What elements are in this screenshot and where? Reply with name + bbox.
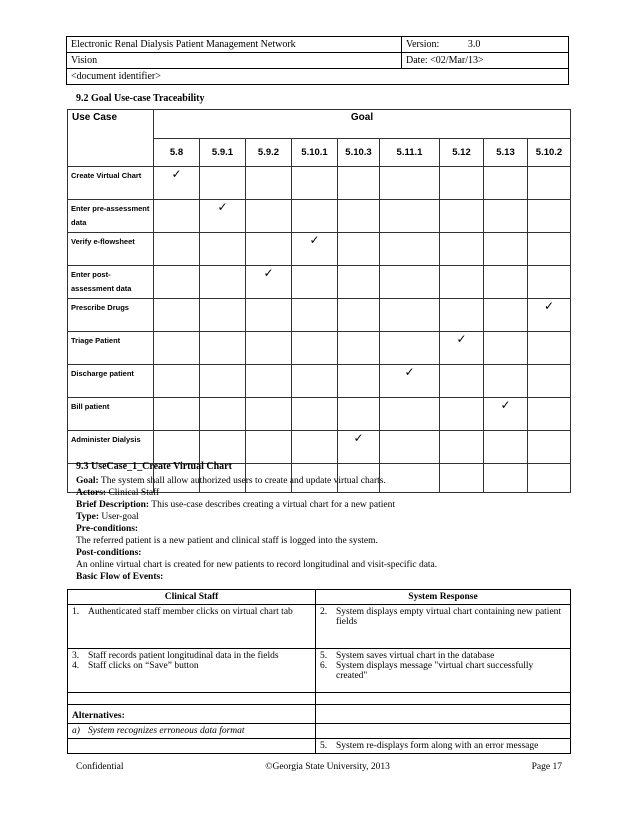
goal-cell [440, 332, 484, 365]
checkmark-icon: ✓ [500, 398, 511, 412]
alt-a-right [316, 724, 571, 739]
goal-cell [154, 266, 200, 299]
step-6: System displays message "virtual chart successfully created" [336, 661, 534, 681]
table-row [68, 299, 571, 332]
goal-line [76, 475, 566, 487]
goal-cell [484, 233, 528, 266]
goal-number: 5.9.2 [246, 139, 292, 167]
goal-number: 5.11.1 [380, 139, 440, 167]
brief-text: This use-case describes creating a virtual chart for a new patient [151, 500, 396, 510]
post-conditions-text: An online virtual chart is created for new patients to record longitudinal and visit-specific data. [76, 560, 438, 570]
goal-cell [484, 266, 528, 299]
goal-cell [154, 299, 200, 332]
goal-cell [338, 332, 380, 365]
checkmark-icon: ✓ [217, 200, 228, 214]
goal-number: 5.10.3 [338, 139, 380, 167]
goal-cell [338, 266, 380, 299]
use-case-name: Bill patient [68, 398, 154, 431]
goal-cell [440, 398, 484, 431]
table-row [68, 365, 571, 398]
checkmark-icon: ✓ [171, 167, 182, 181]
footer-copyright: ©Georgia State University, 2013 [265, 762, 390, 772]
goal-label: Goal: [76, 476, 99, 486]
goal-cell [292, 167, 338, 200]
doc-date: Date: <02/Mar/13> [402, 53, 569, 69]
goal-cell [246, 299, 292, 332]
goal-cell [484, 332, 528, 365]
flow-of-events-table [67, 589, 571, 754]
goal-cell [380, 200, 440, 233]
goal-cell [200, 233, 246, 266]
goal-number: 5.8 [154, 139, 200, 167]
goal-cell [246, 167, 292, 200]
goal-cell [338, 398, 380, 431]
goal-cell [246, 365, 292, 398]
table-row [68, 398, 571, 431]
goal-cell [380, 167, 440, 200]
alt-5-cell: 5. System re-displays form along with an error message [316, 739, 571, 754]
use-case-name: Create Virtual Chart [68, 167, 154, 200]
goal-cell [338, 200, 380, 233]
use-case-name: Enter post-assessment data [68, 266, 154, 299]
version-cell [402, 37, 569, 53]
goal-number: 5.12 [440, 139, 484, 167]
goal-cell [246, 332, 292, 365]
use-case-name: Discharge patient [68, 365, 154, 398]
goal-cell [380, 332, 440, 365]
flow-row-2-right: 5. System saves virtual chart in the database 6. System displays message "virtual chart successfully created" [316, 649, 571, 693]
goal-cell [200, 266, 246, 299]
goal-cell [338, 233, 380, 266]
goal-cell [200, 200, 246, 233]
goal-cell [528, 431, 571, 464]
goal-cell [484, 365, 528, 398]
goal-cell [154, 233, 200, 266]
actors-line [76, 487, 566, 499]
goal-column-header: Goal [154, 110, 571, 139]
step-3: Staff records patient longitudinal data in the fields [88, 651, 279, 661]
alternatives-label: Alternatives: [68, 705, 316, 724]
use-case-description [76, 475, 566, 583]
goal-cell [154, 431, 200, 464]
goal-cell [528, 167, 571, 200]
goal-cell [528, 398, 571, 431]
table-row [68, 266, 571, 299]
brief-line [76, 499, 566, 511]
flow-empty-left [68, 693, 316, 705]
brief-label: Brief Description: [76, 500, 150, 510]
step-4: Staff clicks on “Save” button [88, 661, 199, 671]
section-heading-9-3: 9.3 UseCase_1_Create Virtual Chart [76, 461, 232, 472]
alt-a: System recognizes erroneous data format [88, 726, 245, 736]
actors-label: Actors: [76, 488, 107, 498]
goal-cell [528, 200, 571, 233]
table-row [68, 431, 571, 464]
system-response-header: System Response [316, 590, 571, 605]
goal-cell [528, 299, 571, 332]
goal-cell [338, 431, 380, 464]
goal-cell [246, 200, 292, 233]
post-conditions-label: Post-conditions: [76, 548, 142, 558]
actors-text: Clinical Staff [108, 488, 160, 498]
use-case-name: Administer Dialysis [68, 431, 154, 464]
basic-flow-label: Basic Flow of Events: [76, 572, 164, 582]
goal-cell [440, 167, 484, 200]
goal-cell [440, 299, 484, 332]
flow-empty-right [316, 693, 571, 705]
goal-number: 5.10.2 [528, 139, 571, 167]
goal-cell [292, 332, 338, 365]
goal-cell [200, 365, 246, 398]
goal-cell [338, 299, 380, 332]
goal-cell [292, 431, 338, 464]
goal-cell [200, 398, 246, 431]
goal-cell [246, 233, 292, 266]
table-row [68, 200, 571, 233]
use-case-name: Triage Patient [68, 332, 154, 365]
goal-cell [528, 365, 571, 398]
goal-cell [292, 233, 338, 266]
goal-cell [440, 431, 484, 464]
step-5: System saves virtual chart in the database [336, 651, 495, 661]
version-label: Version: [406, 39, 440, 50]
goal-cell [440, 266, 484, 299]
pre-conditions-label: Pre-conditions: [76, 524, 139, 534]
alt-5-left [68, 739, 316, 754]
goal-cell [292, 266, 338, 299]
goal-cell [154, 365, 200, 398]
flow-row-2-left: 3. Staff records patient longitudinal data in the fields 4. Staff clicks on “Save” button [68, 649, 316, 693]
goal-cell [380, 398, 440, 431]
goal-cell [440, 200, 484, 233]
footer-page-number: Page 17 [531, 762, 562, 772]
checkmark-icon: ✓ [263, 266, 274, 280]
goal-cell [292, 299, 338, 332]
alt-5: System re-displays form along with an error message [336, 741, 539, 751]
goal-traceability-table [67, 109, 571, 493]
goal-cell [154, 332, 200, 365]
clinical-staff-header: Clinical Staff [68, 590, 316, 605]
goal-number: 5.9.1 [200, 139, 246, 167]
step-1: Authenticated staff member clicks on virtual chart tab [88, 607, 293, 617]
goal-cell [292, 398, 338, 431]
goal-cell [292, 365, 338, 398]
goal-cell [440, 233, 484, 266]
goal-cell [154, 167, 200, 200]
checkmark-icon: ✓ [309, 233, 320, 247]
type-text: User-goal [101, 512, 139, 522]
goal-cell [292, 200, 338, 233]
goal-cell [200, 431, 246, 464]
use-case-column-header: Use Case [68, 110, 154, 167]
goal-cell [154, 398, 200, 431]
table-row [68, 167, 571, 200]
use-case-name: Verify e-flowsheet [68, 233, 154, 266]
checkmark-icon: ✓ [353, 431, 364, 445]
goal-cell [484, 398, 528, 431]
alternatives-right [316, 705, 571, 724]
doc-identifier: <document identifier> [67, 69, 569, 85]
goal-cell [528, 266, 571, 299]
goal-cell [528, 233, 571, 266]
goal-cell [380, 431, 440, 464]
alt-a-cell: a) System recognizes erroneous data format [68, 724, 316, 739]
goal-cell [380, 233, 440, 266]
goal-cell [484, 200, 528, 233]
doc-type: Vision [67, 53, 402, 69]
goal-cell [440, 365, 484, 398]
use-case-name: Prescribe Drugs [68, 299, 154, 332]
goal-number: 5.13 [484, 139, 528, 167]
goal-cell [380, 365, 440, 398]
table-row [68, 332, 571, 365]
flow-row-1-left: 1. Authenticated staff member clicks on virtual chart tab [68, 605, 316, 649]
goal-cell [484, 299, 528, 332]
use-case-name: Enter pre-assessment data [68, 200, 154, 233]
goal-number: 5.10.1 [292, 139, 338, 167]
goal-cell [484, 431, 528, 464]
document-header [66, 36, 569, 85]
project-name: Electronic Renal Dialysis Patient Management Network [67, 37, 402, 53]
section-heading-9-2: 9.2 Goal Use-case Traceability [76, 93, 205, 104]
version-value: 3.0 [467, 39, 481, 50]
goal-cell [200, 299, 246, 332]
goal-text: The system shall allow authorized users to create and update virtual charts. [100, 476, 386, 486]
goal-cell [200, 332, 246, 365]
page-footer [76, 762, 562, 772]
goal-cell [246, 266, 292, 299]
goal-cell [200, 167, 246, 200]
goal-cell [246, 431, 292, 464]
checkmark-icon: ✓ [543, 299, 555, 313]
step-2: System displays empty virtual chart containing new patient fields [336, 607, 562, 627]
pre-conditions-text: The referred patient is a new patient and clinical staff is logged into the system. [76, 536, 378, 546]
table-row [68, 233, 571, 266]
goal-cell [380, 266, 440, 299]
goal-cell [338, 365, 380, 398]
goal-cell [380, 299, 440, 332]
flow-row-1-right: 2. System displays empty virtual chart containing new patient fields [316, 605, 571, 649]
type-label: Type: [76, 512, 100, 522]
goal-cell [154, 200, 200, 233]
checkmark-icon: ✓ [404, 365, 415, 379]
type-line [76, 511, 566, 523]
goal-cell [528, 332, 571, 365]
footer-confidential: Confidential [76, 762, 124, 772]
goal-cell [338, 167, 380, 200]
goal-cell [484, 167, 528, 200]
goal-cell [246, 398, 292, 431]
checkmark-icon: ✓ [456, 332, 467, 346]
